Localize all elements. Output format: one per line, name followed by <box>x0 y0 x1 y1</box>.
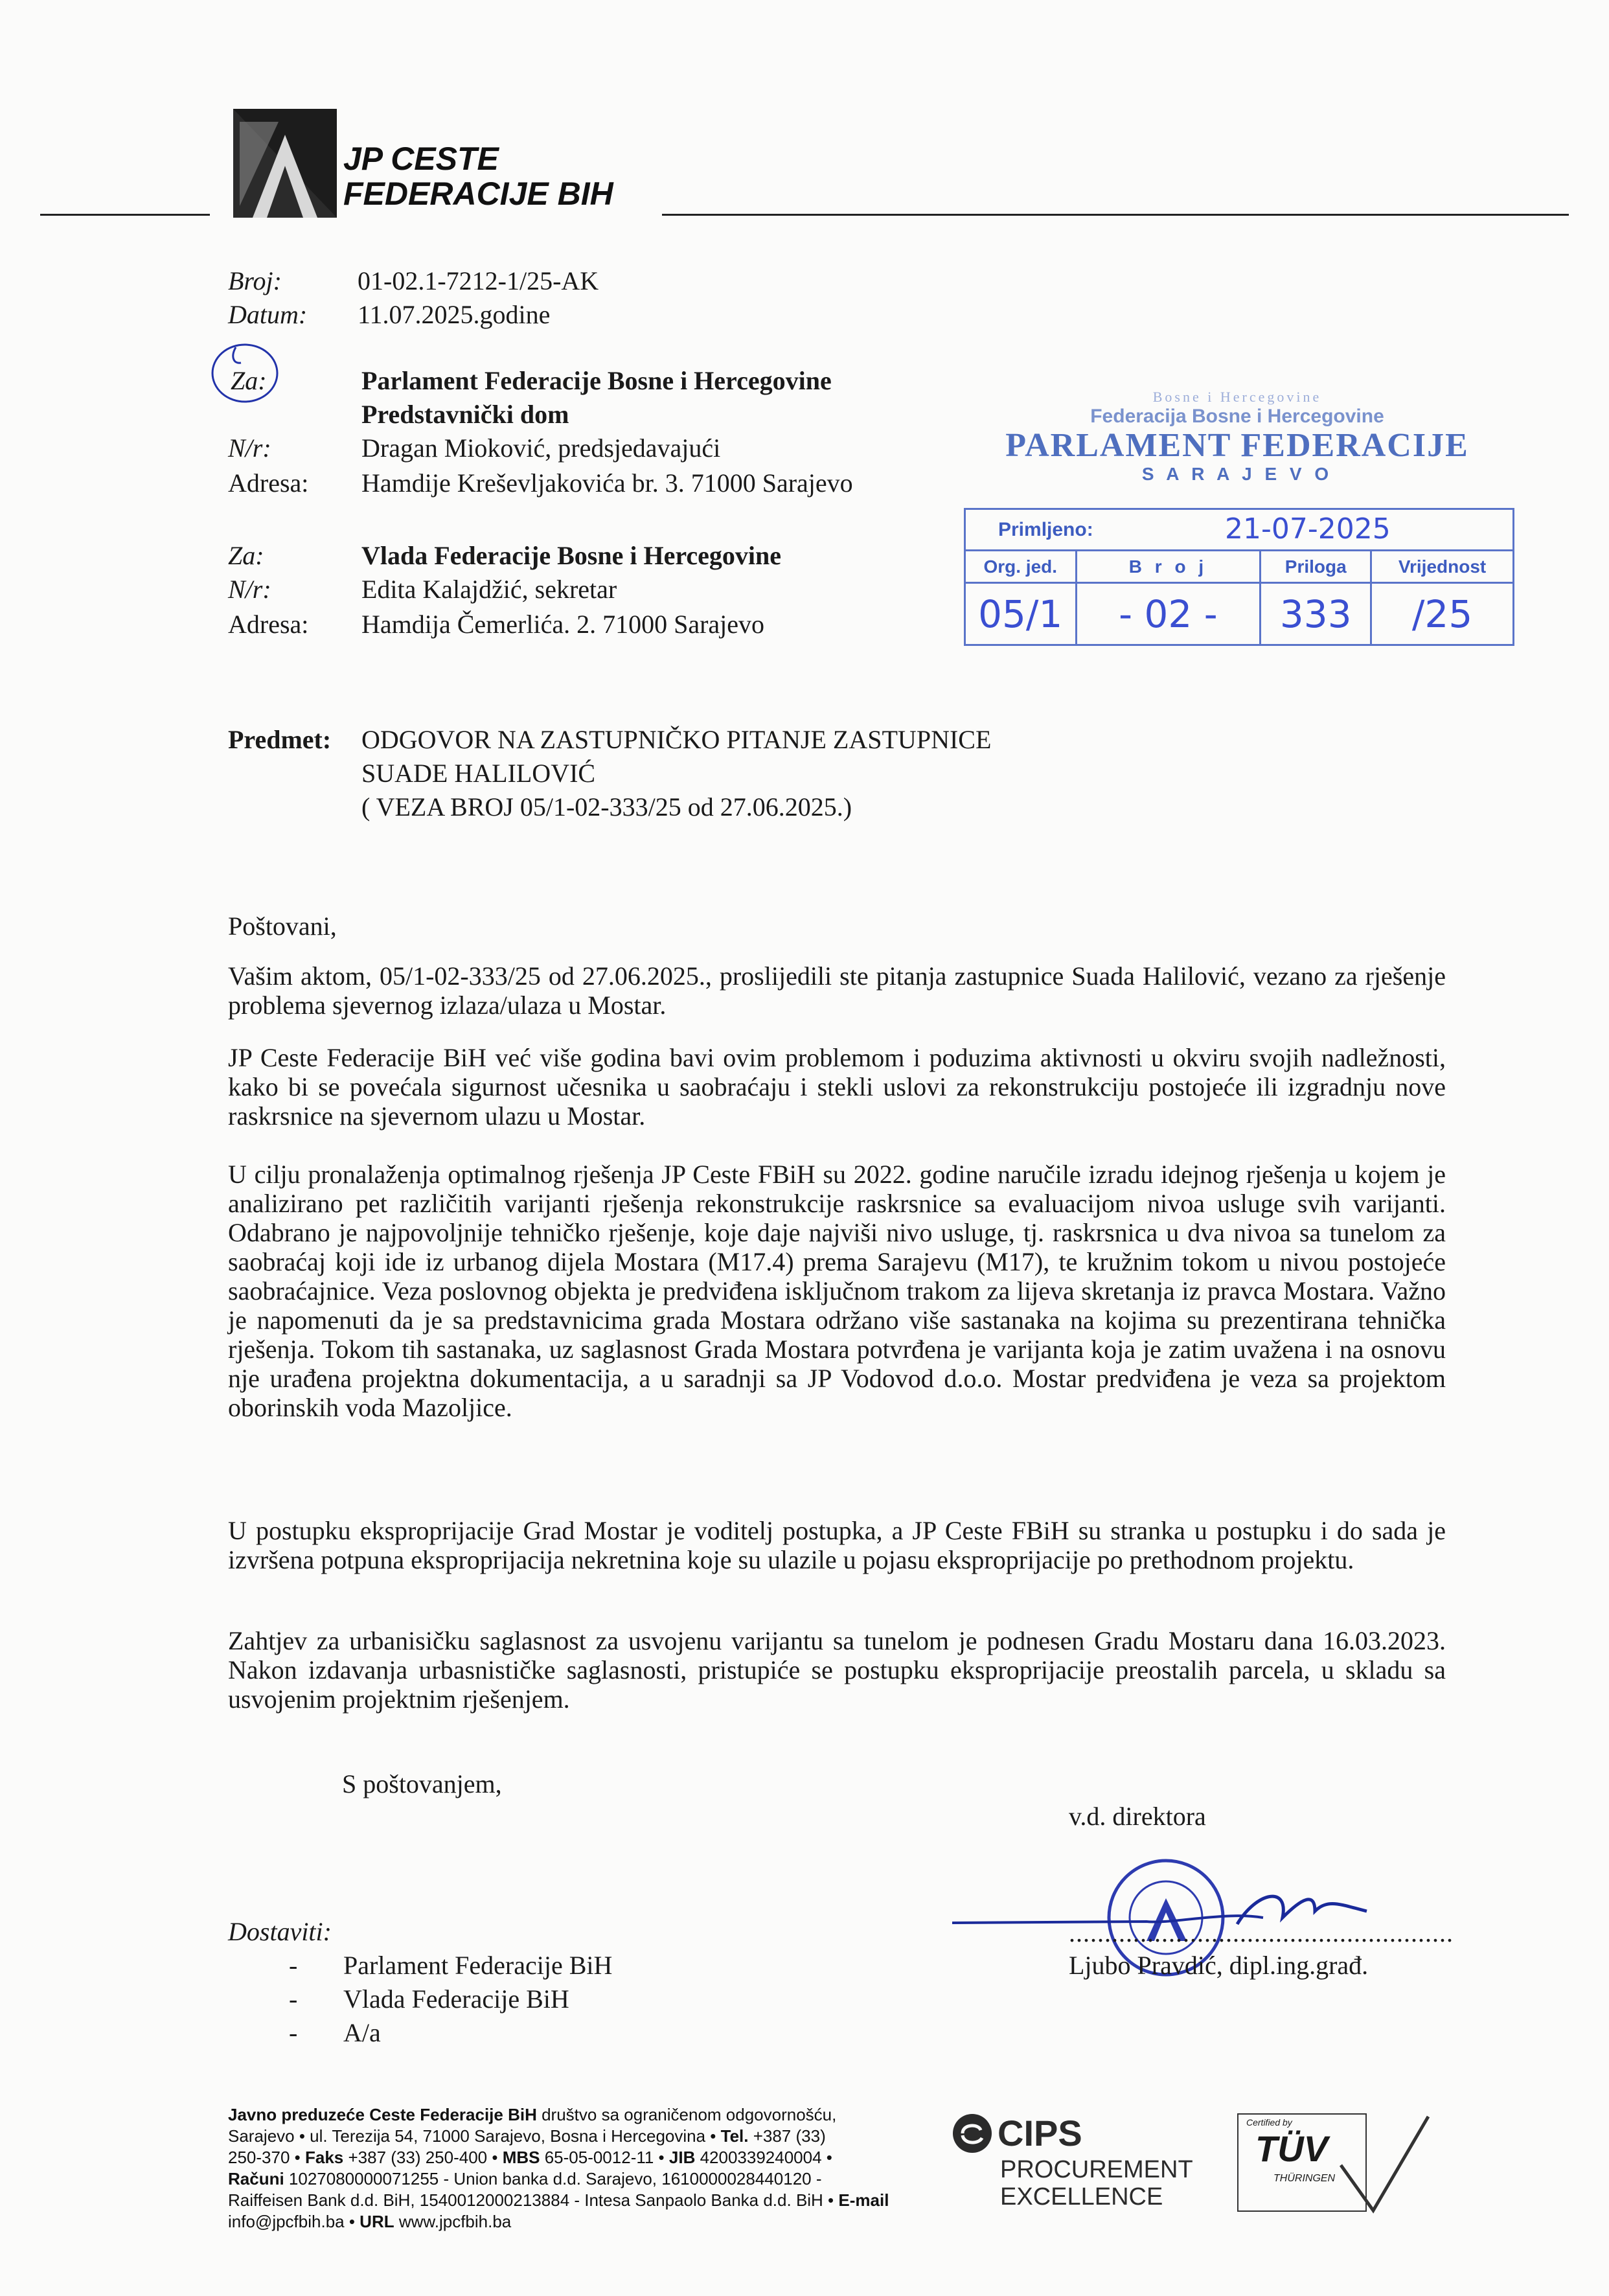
footer-faks-label: Faks <box>300 2148 344 2167</box>
paragraph-3: U cilju pronalaženja optimalnog rješenja JP Ceste FBiH su 2022. godine naručile izradu idejnog rješenja u kojem je analizirano pet različitih varijanti rješenja rekonstrukcije raskrsnice sa evaluacijom nivoa usluge svih varijanti. Odabrano je najpovoljnije tehničko rješenje, koje daje najviši nivo usluge, tj. raskrsnica u dva nivoa sa tunelom za saobraćaj koji ide iz urbanog dijela Mostara (M17.4) prema Sarajevu (M17), te kružnim tokom u nivou postojeće saobraćajnice. Veza poslovnog objekta je predviđena isključnom trakom za lijeva skretanja iz pravca Mostara. Važno je napomenuti da je sa predstavnicima grada Mostara održano više sastanaka na kojima su prezentirana tehnička rješenja. Tokom tih sastanaka, uz saglasnost Grada Mostara potvrđena je varijanta koja je zatim uvažena i na osnovu nje urađena projektna dokumentacija, a u saradnji sa JP Vodovod d.o.o. Mostar predviđena je veza sa projektom oborinskih voda Mazoljice. <box>228 1160 1446 1422</box>
header-rule-left <box>40 214 210 216</box>
greeting: Poštovani, <box>228 912 337 941</box>
nr-label-2: N/r: <box>228 575 271 604</box>
footer-email-value: info@jpcfbih.ba • <box>228 2212 355 2231</box>
footer-jib-value: 4200339240004 • <box>695 2148 832 2167</box>
broj-label: Broj: <box>228 266 282 295</box>
stamp-primljeno-date: 21-07-2025 <box>1225 512 1391 545</box>
nr-label-1: N/r: <box>228 433 271 463</box>
dostaviti-label: Dostaviti: <box>228 1917 332 1946</box>
footer-url-label: URL <box>354 2212 394 2231</box>
subject-line3: ( VEZA BROJ 05/1-02-333/25 od 27.06.2025.) <box>361 792 852 821</box>
subject-line2: SUADE HALILOVIĆ <box>361 759 596 788</box>
paragraph-1: Vašim aktom, 05/1-02-333/25 od 27.06.2025., proslijedili ste pitanja zastupnice Suada Halilović, vezano za rješenje problema sjevernog izlaza/ulaza u Mostar. <box>228 961 1446 1020</box>
recipient1-name-line2: Predstavnički dom <box>361 400 569 429</box>
recipient1-address: Hamdije Kreševljakovića br. 3. 71000 Sarajevo <box>361 468 853 498</box>
cips-logo <box>950 2111 1222 2221</box>
stamp-col-org: Org. jed. <box>965 551 1077 583</box>
adresa-label-1: Adresa: <box>228 468 309 498</box>
footer-email-label: E-mail <box>834 2190 889 2210</box>
stamp-line1: Bosne i Hercegovine <box>1152 389 1322 405</box>
footer-tel-label: Tel. <box>716 2126 749 2146</box>
tuv-name: TÜV <box>1255 2128 1328 2169</box>
footer-mbs-value: 65-05-0012-11 • <box>540 2148 665 2167</box>
footer-jib-label: JIB <box>664 2148 696 2167</box>
paragraph-2: JP Ceste Federacije BiH već više godina bavi ovim problemom i poduzima aktivnosti u okviru svojih nadležnosti, kako bi se povećala sigurnost učesnika u saobraćaju i stekli uslovi za rekonstrukciju postojeće ili izgradnju nove raskrsnice na sjevernom ulazu u Mostar. <box>228 1043 1446 1131</box>
tuv-region: THÜRINGEN <box>1273 2173 1336 2184</box>
company-name: JP CESTE FEDERACIJE BIH <box>343 141 613 212</box>
stamp-col-broj: B r o j <box>1076 551 1261 583</box>
dostaviti-item-1: Parlament Federacije BiH <box>343 1951 613 1980</box>
cips-line2: PROCUREMENT <box>1000 2156 1193 2183</box>
cips-line3: EXCELLENCE <box>1000 2183 1163 2210</box>
recipient2-address: Hamdija Čemerlića. 2. 71000 Sarajevo <box>361 610 765 639</box>
footer-address: Sarajevo • ul. Terezija 54, 71000 Sarajevo, Bosna i Hercegovina • <box>228 2126 716 2146</box>
footer-tel-cont: 250-370 • <box>228 2148 301 2167</box>
footer-racuni-value: 1027080000071255 - Union banka d.d. Sarajevo, 1610000028440120 - <box>284 2169 822 2188</box>
recipient1-nr: Dragan Mioković, predsjedavajući <box>361 433 721 463</box>
stamp-val-priloga: 333 <box>1261 583 1371 645</box>
tuv-certified: Certified by <box>1246 2117 1292 2128</box>
checkmark-icon <box>1334 2113 1432 2217</box>
datum-label: Datum: <box>228 300 308 329</box>
jp-ceste-logo-icon <box>233 109 337 218</box>
datum-value: 11.07.2025.godine <box>358 300 551 329</box>
stamp-col-priloga: Priloga <box>1261 551 1371 583</box>
adresa-label-2: Adresa: <box>228 610 309 639</box>
stamp-primljeno-label: Primljeno: <box>998 519 1093 540</box>
footer-banks: Raiffeisen Bank d.d. BiH, 1540012000213884 - Intesa Sanpaolo Banka d.d. BiH • <box>228 2190 834 2210</box>
cips-emblem-icon <box>950 2111 995 2156</box>
tuv-logo <box>1237 2113 1432 2217</box>
stamp-col-vrijednost: Vrijednost <box>1371 551 1514 583</box>
recipient2-nr: Edita Kalajdžić, sekretar <box>361 575 617 604</box>
signatory-title: v.d. direktora <box>1069 1802 1206 1831</box>
signature-dots: ...................................................... <box>1069 1918 1454 1947</box>
broj-value: 01-02.1-7212-1/25-AK <box>358 266 599 295</box>
footer-racuni-label: Računi <box>228 2169 284 2188</box>
stamp-line4: S A R A J E V O <box>1141 464 1333 484</box>
stamp-val-org: 05/1 <box>965 583 1077 645</box>
receipt-stamp <box>959 389 1516 485</box>
footer-faks-value: +387 (33) 250-400 • <box>343 2148 498 2167</box>
closing: S poštovanjem, <box>342 1769 502 1798</box>
footer-company-info <box>228 2104 928 2233</box>
za-label-2: Za: <box>228 541 264 570</box>
subject-label: Predmet: <box>228 725 332 754</box>
company-logo <box>233 109 337 218</box>
dostaviti-bullet-1: - <box>289 1951 298 1980</box>
dostaviti-item-2: Vlada Federacije BiH <box>343 1984 569 2014</box>
footer-url-value: www.jpcfbih.ba <box>394 2212 512 2231</box>
recipient1-name-line1: Parlament Federacije Bosne i Hercegovine <box>361 366 832 395</box>
footer-mbs-label: MBS <box>497 2148 540 2167</box>
paragraph-4: U postupku eksproprijacije Grad Mostar je voditelj postupka, a JP Ceste FBiH su stranka u postupku i do sada je izvršena potpuna eksproprijacija nekretnina koje su ulazile u pojasu eksproprijacije po prethodnom projektu. <box>228 1516 1446 1574</box>
dostaviti-bullet-3: - <box>289 2018 298 2047</box>
za-label-1: Za: <box>231 366 267 395</box>
stamp-val-vrijednost: /25 <box>1371 583 1514 645</box>
footer-tel-value: +387 (33) <box>748 2126 826 2146</box>
subject-line1: ODGOVOR NA ZASTUPNIČKO PITANJE ZASTUPNICE <box>361 725 992 754</box>
dostaviti-item-3: A/a <box>343 2018 381 2047</box>
stamp-val-broj: - 02 - <box>1076 583 1261 645</box>
dostaviti-bullet-2: - <box>289 1984 298 2014</box>
footer-company-type: društvo sa ograničenom odgovornošću, <box>536 2105 837 2124</box>
footer-company-name: Javno preduzeće Ceste Federacije BiH <box>228 2105 537 2124</box>
recipient2-name: Vlada Federacije Bosne i Hercegovine <box>361 541 782 570</box>
paragraph-5: Zahtjev za urbanisičku saglasnost za usvojenu varijantu sa tunelom je podnesen Gradu Mostaru dana 16.03.2023. Nakon izdavanja urbasnističke saglasnosti, pristupiće se postupku eksproprijacije preostalih parcela, u skladu sa usvojenim projektnim rješenjem. <box>228 1626 1446 1714</box>
stamp-table <box>964 508 1514 646</box>
signatory-name: Ljubo Pravdić, dipl.ing.građ. <box>1069 1951 1369 1980</box>
stamp-line2: Federacija Bosne i Hercegovine <box>1090 406 1384 427</box>
cips-name: CIPS <box>998 2113 1082 2153</box>
stamp-line3: PARLAMENT FEDERACIJE <box>1005 427 1469 464</box>
header-rule-right <box>662 214 1569 216</box>
